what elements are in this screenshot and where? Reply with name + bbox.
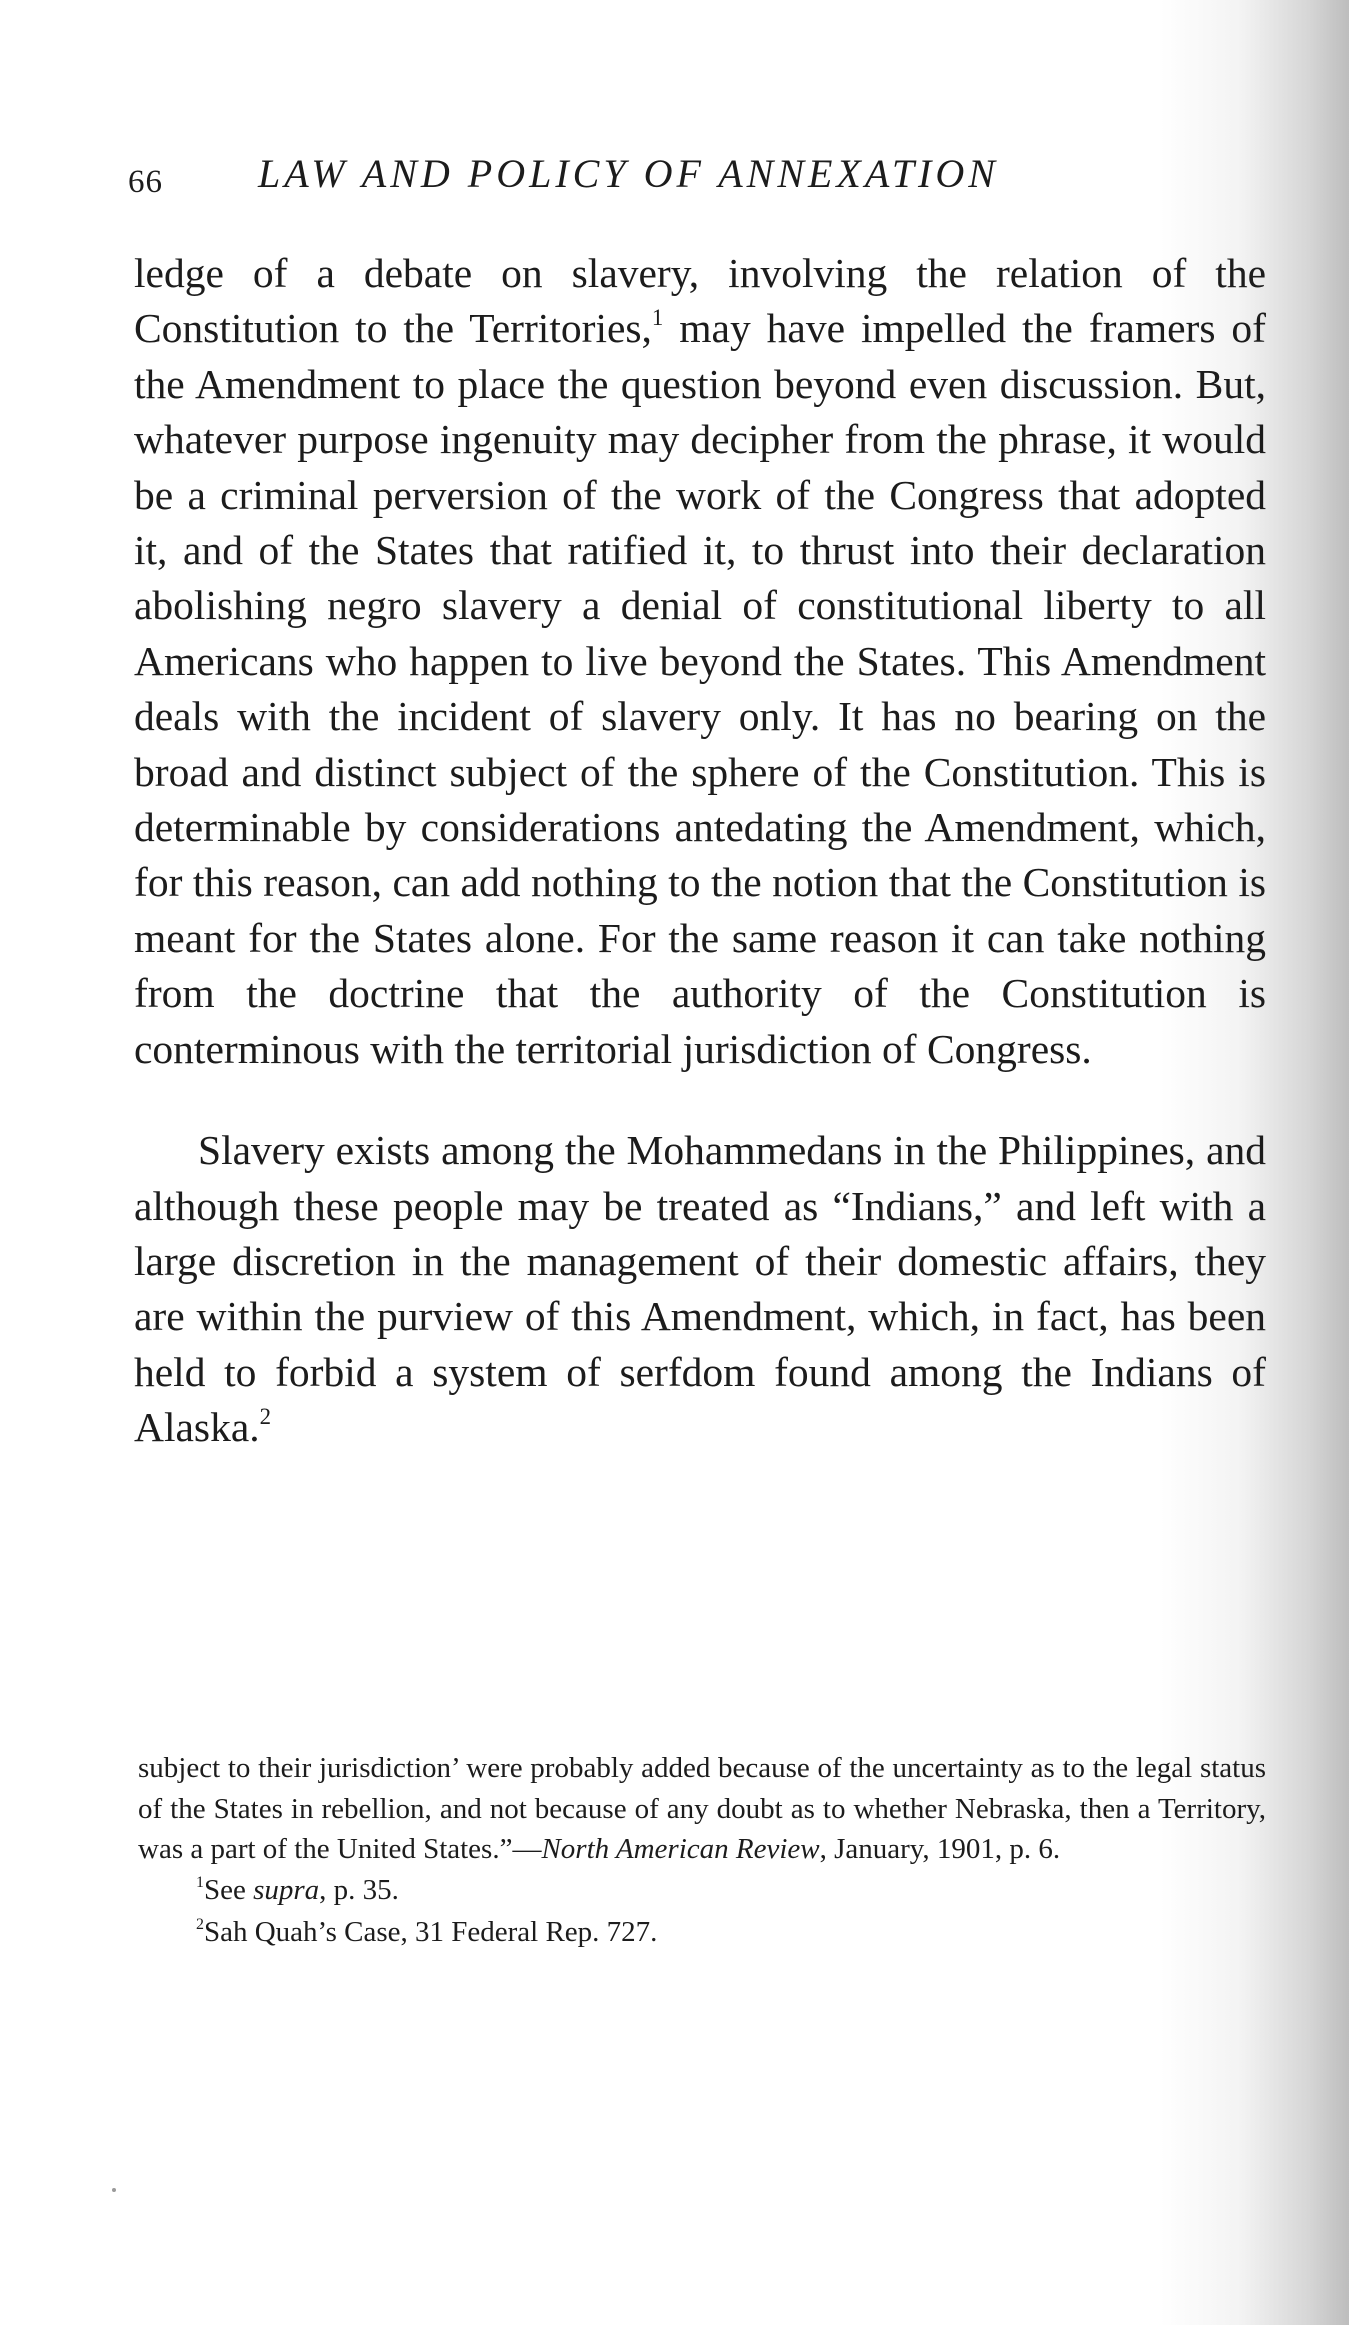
paragraph-text: ledge of a debate on slavery, involving the relation of the Constitution to the Territories,: [134, 250, 1266, 352]
page-header: [128, 150, 1228, 210]
footnote-continuation: [138, 1748, 1266, 1870]
citation-source: North American Review: [541, 1833, 820, 1865]
body-text: [134, 246, 1266, 1456]
paragraph: [134, 1123, 1266, 1455]
citation-date: , January, 1901, p. 6.: [819, 1833, 1061, 1865]
footnotes: [138, 1748, 1266, 1953]
footnote-reference: 2: [259, 1404, 272, 1430]
footnote-text: subject to their jurisdiction’ were probably added because of the uncertainty as to the legal status of the States in rebellion, and not because of any doubt as to whether Nebraska, then a Territory, was a part of the United States.”—: [138, 1752, 1266, 1865]
footnote-2: [138, 1912, 1266, 1953]
footnote-marker: 1: [196, 1873, 204, 1891]
page-number: 66: [128, 164, 163, 200]
footnote-ref-italic: supra: [253, 1873, 320, 1906]
running-head: LAW AND POLICY OF ANNEXATION: [258, 151, 999, 196]
paragraph-text: Slavery exists among the Mohammedans in the Philippines, and although these people may be treated as “Indians,” and left with a large discretion in the management of their domestic affairs, they are within the purview of this Amendment, which, in fact, has been held to forbid a system of serfdom found among the Indians of Alaska.: [134, 1127, 1266, 1451]
footnote-marker: 2: [196, 1916, 204, 1934]
footnote-reference: 1: [651, 305, 664, 331]
footnote-text: Sah Quah’s Case, 31 Federal Rep. 727.: [203, 1916, 658, 1948]
paragraph: [134, 246, 1266, 1077]
footnote-text: , p. 35.: [319, 1873, 399, 1906]
paper-speck: [112, 2188, 116, 2192]
footnote-text: See: [203, 1873, 254, 1906]
paragraph-text: may have impelled the framers of the Amendment to place the question beyond even discussion. But, whatever purpose ingenuity may decipher from the phrase, it would be a criminal perversion of the work of the Congress that adopted it, and of the States that ratified it, to thrust into their declaration abolishing negro slavery a denial of constitutional liberty to all Americans who happen to live beyond the States. This Amendment deals with the incident of slavery only. It has no bearing on the broad and distinct subject of the sphere of the Constitution. This is determinable by considerations antedating the Amendment, which, for this reason, can add nothing to the notion that the Constitution is meant for the States alone. For the same reason it can take nothing from the doctrine that the authority of the Constitution is conterminous with the territorial jurisdiction of Congress.: [134, 305, 1267, 1072]
footnote-1: [138, 1870, 1266, 1911]
